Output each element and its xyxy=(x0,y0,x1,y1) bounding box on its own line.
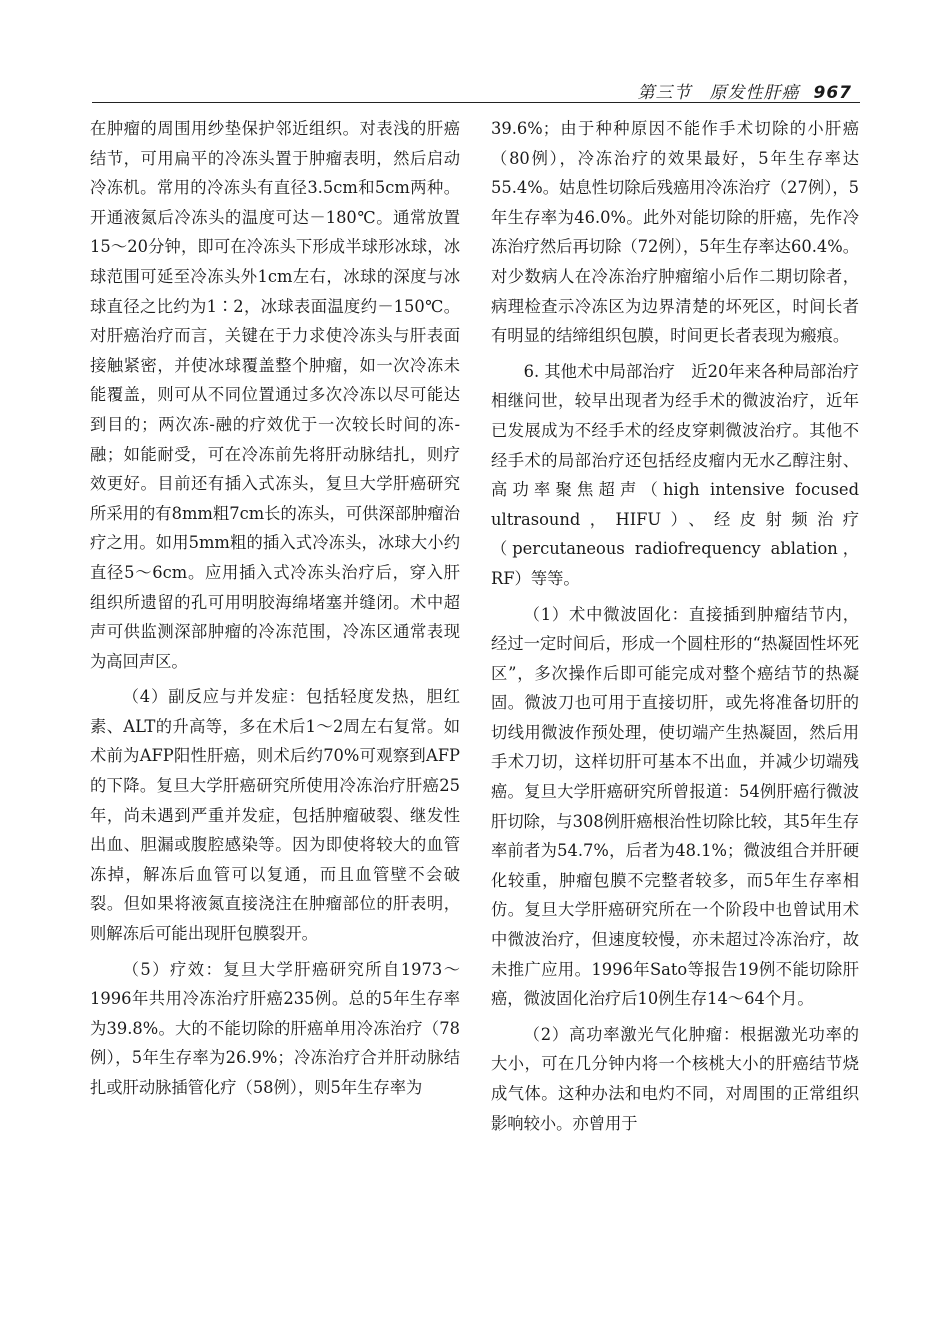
paragraph: 6. 其他术中局部治疗 近20年来各种局部治疗相继问世，较早出现者为经手术的微波治疗，近年已发展成为不经手术的经皮穿刺微波治疗。其他不经手术的局部治疗还包括经皮瘤内无水乙醇注射、高功率聚焦超声（high intensive focused ultrasound，HIFU）、经皮射频治疗（percutaneous radiofrequency ablation，RF）等等。 xyxy=(491,361,859,588)
paragraph: （4）副反应与并发症：包括轻度发热，胆红素、ALT的升高等，多在术后1～2周左右复常。如术前为AFP阳性肝癌，则术后约70%可观察到AFP的下降。复旦大学肝癌研究所使用冷冻治疗肝癌25年，尚未遇到严重并发症，包括肿瘤破裂、继发性出血、胆漏或腹腔感染等。因为即使将较大的血管冻掉，解冻后血管可以复通，而且血管壁不会破裂。但如果将液氮直接浇注在肿瘤部位的肝表明，则解冻后可能出现肝包膜裂开。 xyxy=(90,687,460,944)
page-number: 967 xyxy=(813,83,852,103)
paragraph: 39.6%；由于种种原因不能作手术切除的小肝癌（80例），冷冻治疗的效果最好，5年生存率达55.4%。姑息性切除后残癌用冷冻治疗（27例），5年生存率为46.0%。此外对能切除的肝癌，先作冷冻治疗然后再切除（72例），5年生存率达60.4%。对少数病人在冷冻治疗肿瘤缩小后作二期切除者，病理检查示冷冻区为边界清楚的坏死区，时间长者有明显的结缔组织包膜，时间更长者表现为瘢痕。 xyxy=(491,119,859,346)
section-title: 第三节 原发性肝癌 xyxy=(637,83,800,103)
paragraph: 在肿瘤的周围用纱垫保护邻近组织。对表浅的肝癌结节，可用扁平的冷冻头置于肿瘤表明，然后启动冷冻机。常用的冷冻头有直径3.5cm和5cm两种。开通液氮后冷冻头的温度可达－180℃。通常放置15～20分钟，即可在冷冻头下形成半球形冰球，冰球范围可延至冷冻头外1cm左右，冰球的深度与冰球直径之比约为1∶2，冰球表面温度约－150℃。对肝癌治疗而言，关键在于力求使冷冻头与肝表面接触紧密，并使冰球覆盖整个肿瘤，如一次冷冻未能覆盖，则可从不同位置通过多次冷冻以尽可能达到目的；两次冻-融的疗效优于一次较长时间的冻-融；如能耐受，可在冷冻前先将肝动脉结扎，则疗效更好。目前还有插入式冻头，复旦大学肝癌研究所采用的有8mm粗7cm长的冻头，可供深部肿瘤治疗之用。如用5mm粗的插入式冷冻头，冰球大小约直径5～6cm。应用插入式冷冻头治疗后，穿入肝组织所遗留的孔可用明胶海绵堵塞并缝闭。术中超声可供监测深部肿瘤的冷冻范围，冷冻区通常表现为高回声区。 xyxy=(90,119,460,671)
running-header xyxy=(92,74,860,103)
paragraph: （1）术中微波固化：直接插到肿瘤结节内，经过一定时间后，形成一个圆柱形的“热凝固性坏死区”，多次操作后即可能完成对整个癌结节的热凝固。微波刀也可用于直接切肝，或先将准备切肝的切线用微波作预处理，使切端产生热凝固，然后用手术刀切，这样切肝可基本不出血，并减少切端残癌。复旦大学肝癌研究所曾报道：54例肝癌行微波肝切除，与308例肝癌根治性切除比较，其5年生存率前者为54.7%，后者为48.1%；微波组合并肝硬化较重，肿瘤包膜不完整者较多，而5年生存率相仿。复旦大学肝癌研究所在一个阶段中也曾试用术中微波治疗，但速度较慢，亦未超过冷冻治疗，故未推广应用。1996年Sato等报告19例不能切除肝癌，微波固化治疗后10例生存14～64个月。 xyxy=(491,604,859,1009)
right-column xyxy=(491,114,859,1144)
paragraph: （2）高功率激光气化肿瘤：根据激光功率的大小，可在几分钟内将一个核桃大小的肝癌结节烧成气体。这种办法和电灼不同，对周围的正常组织影响较小。亦曾用于 xyxy=(491,1024,859,1133)
left-column xyxy=(90,114,460,1109)
header-text xyxy=(638,78,853,103)
paragraph: （5）疗效：复旦大学肝癌研究所自1973～1996年共用冷冻治疗肝癌235例。总的5年生存率为39.8%。大的不能切除的肝癌单用冷冻治疗（78例），5年生存率为26.9%；冷冻治疗合并肝动脉结扎或肝动脉插管化疗（58例），则5年生存率为 xyxy=(90,959,460,1097)
